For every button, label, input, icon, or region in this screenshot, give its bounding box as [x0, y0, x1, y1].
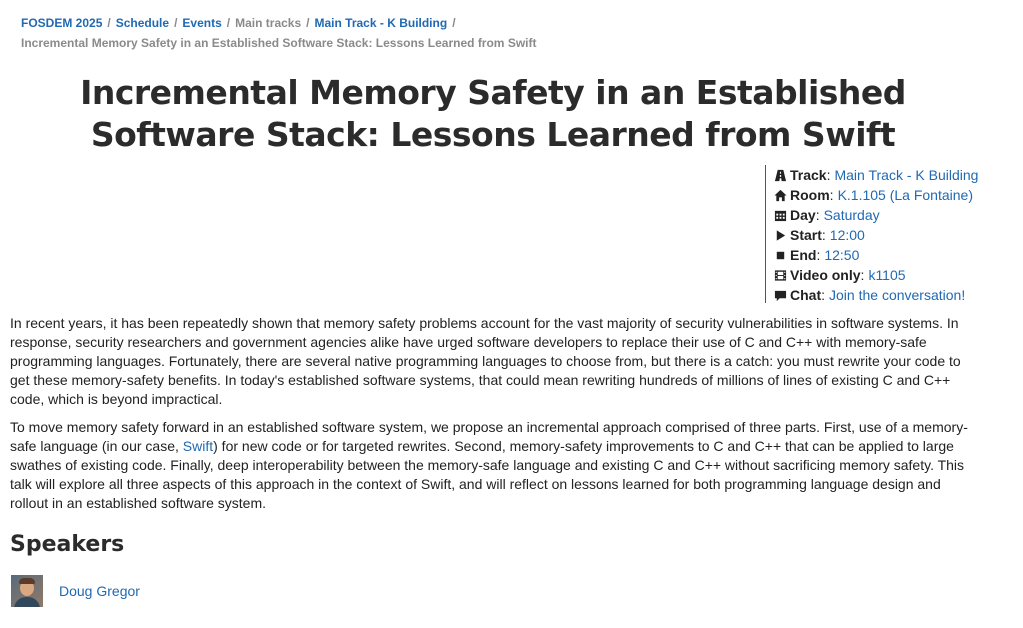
- abstract: [10, 314, 970, 522]
- detail-label: Video only: [790, 267, 861, 283]
- stop-icon: [773, 248, 787, 262]
- detail-label: Track: [790, 167, 827, 183]
- detail-label: End: [790, 247, 817, 263]
- end-time-link[interactable]: 12:50: [824, 247, 860, 263]
- detail-day: Day : Saturday: [773, 205, 1018, 225]
- speaker-item: [11, 575, 140, 607]
- breadcrumb-separator: /: [174, 16, 178, 30]
- detail-label: Start: [790, 227, 822, 243]
- swift-link[interactable]: Swift: [182, 438, 214, 454]
- abstract-text: ) for new code or for targeted rewrites. Second, memory-safety improvements to C and C++ that can be applied to large swathes of existing code. Finally, deep interoperability between the memory-safe language and existing C and C++ without sacrificing memory safety. This talk will explore all three aspects of this approach in the context of Swift, and will reflect on lessons learned for both programming language design and rollout in an established software system.: [10, 438, 965, 511]
- breadcrumb-separator: /: [226, 16, 231, 30]
- comment-icon: [773, 288, 787, 302]
- road-icon: [773, 168, 787, 182]
- breadcrumb-separator: /: [107, 16, 111, 30]
- start-time-link[interactable]: 12:00: [829, 227, 865, 243]
- detail-video: Video only : k1105: [773, 265, 1018, 285]
- breadcrumb-events[interactable]: Events: [182, 16, 222, 30]
- detail-track: Track : Main Track - K Building: [773, 165, 1018, 185]
- page-title: Incremental Memory Safety in an Established Software Stack: Lessons Learned from Swift: [80, 73, 906, 154]
- breadcrumb-main-track-k-building[interactable]: Main Track - K Building: [314, 16, 448, 30]
- breadcrumb-separator: /: [452, 16, 456, 30]
- detail-end: End : 12:50: [773, 245, 1018, 265]
- breadcrumb: [21, 13, 536, 53]
- breadcrumb-main-tracks: Main tracks: [235, 16, 302, 30]
- track-link[interactable]: Main Track - K Building: [834, 167, 979, 183]
- speakers-heading: Speakers: [10, 532, 125, 557]
- abstract-paragraph: [10, 418, 970, 513]
- calendar-icon: [773, 208, 787, 222]
- breadcrumb-current: Incremental Memory Safety in an Established Software Stack: Lessons Learned from Swift: [21, 36, 537, 50]
- abstract-paragraph: In recent years, it has been repeatedly shown that memory safety problems account for the vast majority of security vulnerabilities in software systems. In response, security researchers and government agencies alike have urged software developers to replace their use of C and C++ with memory-safe programming languages. Fortunately, there are several native programming languages to choose from, but there is a catch: you must rewrite your code to get these memory-safety benefits. In today's established software systems, that could mean rewriting hundreds of millions of lines of existing C and C++ code, which is beyond impractical.: [10, 315, 961, 407]
- abstract-text: To move memory safety forward in an established software system, we propose an incremental approach comprised of three parts. First, use of a memory-safe language (in our case,: [10, 419, 968, 454]
- event-details: [765, 165, 1018, 303]
- detail-label: Chat: [790, 287, 822, 303]
- breadcrumb-schedule[interactable]: Schedule: [115, 16, 170, 30]
- speaker-avatar[interactable]: [11, 575, 43, 607]
- breadcrumb-fosdem-2025[interactable]: FOSDEM 2025: [21, 16, 103, 30]
- detail-label: Day: [790, 207, 816, 223]
- breadcrumb-separator: /: [306, 16, 310, 30]
- room-link[interactable]: K.1.105 (La Fontaine): [837, 187, 973, 203]
- detail-chat: Chat : Join the conversation!: [773, 285, 1018, 305]
- home-icon: [773, 188, 787, 202]
- play-icon: [773, 228, 787, 242]
- speaker-name-link[interactable]: Doug Gregor: [59, 583, 140, 599]
- chat-link[interactable]: Join the conversation!: [829, 287, 966, 303]
- film-icon: [773, 268, 787, 282]
- detail-room: Room : K.1.105 (La Fontaine): [773, 185, 1018, 205]
- detail-start: Start : 12:00: [773, 225, 1018, 245]
- detail-label: Room: [790, 187, 830, 203]
- video-link[interactable]: k1105: [868, 267, 906, 283]
- day-link[interactable]: Saturday: [823, 207, 880, 223]
